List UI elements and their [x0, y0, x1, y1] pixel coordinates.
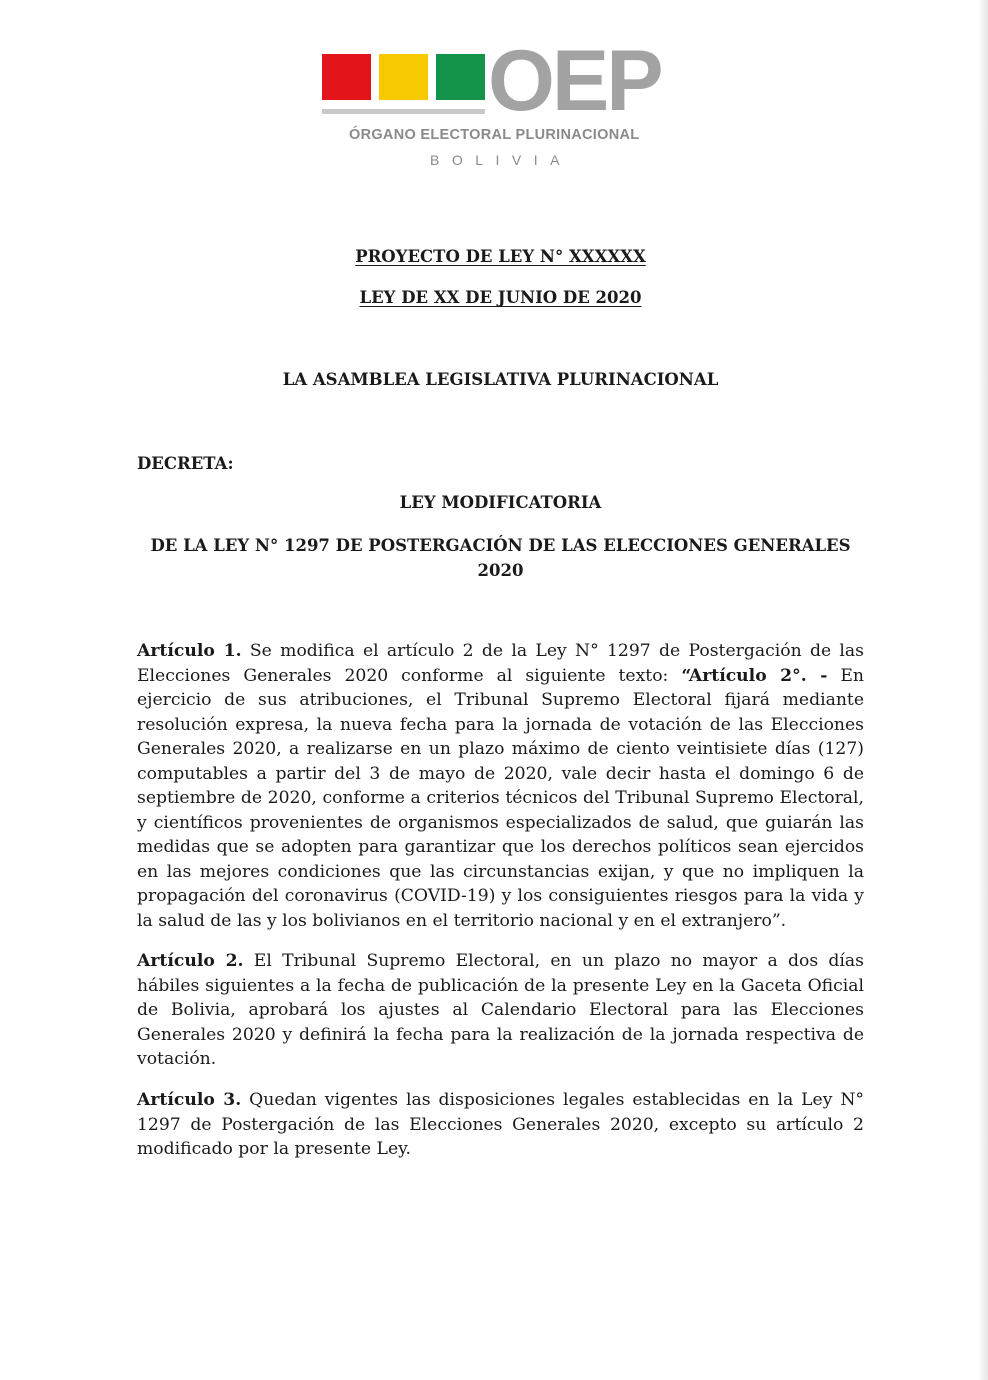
law-date-text: LEY DE XX DE JUNIO DE 2020: [359, 288, 642, 307]
article-1-text-after: En ejercicio de sus atribuciones, el Tribunal Supremo Electoral fijará mediante resolución expresa, la nueva fecha para la jornada de votación de las Elecciones Generales 2020, a realizarse en un plazo máximo de ciento veintisiete días (127) computables a partir del 3 de mayo de 2020, vale decir hasta el domingo 6 de septiembre de 2020, conforme a criterios técnicos del Tribunal Supremo Electoral, y científicos provenientes de organismos especializados de salud, que guiarán las medidas que se adopten para garantizar que los derechos políticos sean ejercidos en las mejores condiciones que las circunstancias exijan, y que no impliquen la propagación del coronavirus (COVID-19) y los consiguientes riesgos para la vida y la salud de las y los bolivianos en el territorio nacional y en el extranjero”.: [137, 665, 864, 931]
law-subtitle-line2: 2020: [477, 561, 524, 580]
law-name: LEY MODIFICATORIA: [399, 493, 602, 512]
article-1-text-before: Se modifica el artículo 2 de la Ley N° 1297 de Postergación de las Elecciones Generales 2020 conforme al siguiente texto:: [137, 641, 864, 686]
logo-country: BOLIVIA: [430, 152, 572, 168]
article-1: [137, 639, 864, 933]
article-3-text: Quedan vigentes las disposiciones legales establecidas en la Ley N° 1297 de Postergación de las Elecciones Generales 2020, excepto su artículo 2 modificado por la presente Ley.: [137, 1090, 864, 1159]
article-1-inline-bold: “Artículo 2°. -: [681, 665, 828, 686]
page-edge-shadow: [978, 0, 988, 1380]
logo-green-square: [436, 54, 485, 100]
decree-label: DECRETA:: [137, 454, 234, 473]
oep-logo: [320, 33, 680, 172]
law-subtitle-line1: DE LA LEY N° 1297 DE POSTERGACIÓN DE LAS ELECCIONES GENERALES: [150, 536, 851, 555]
assembly-heading: LA ASAMBLEA LEGISLATIVA PLURINACIONAL: [282, 370, 719, 389]
project-title: [137, 247, 864, 266]
logo-underline: [322, 109, 485, 114]
logo-red-square: [322, 54, 371, 100]
article-2-label: Artículo 2.: [137, 951, 244, 971]
article-2: [137, 949, 864, 1072]
project-title-text: PROYECTO DE LEY N° XXXXXX: [355, 247, 646, 266]
article-2-text: El Tribunal Supremo Electoral, en un plazo no mayor a dos días hábiles siguientes a la fecha de publicación de la presente Ley en la Gaceta Oficial de Bolivia, aprobará los ajustes al Calendario Electoral para las Elecciones Generales 2020 y definirá la fecha para la realización de la jornada respectiva de votación.: [137, 951, 864, 1069]
article-3-label: Artículo 3.: [137, 1090, 242, 1110]
law-date: [137, 288, 864, 307]
article-3: [137, 1088, 864, 1162]
law-subtitle: [137, 533, 864, 583]
logo-acronym: OEP: [488, 33, 661, 129]
article-1-label: Artículo 1.: [137, 641, 242, 661]
logo-organization: ÓRGANO ELECTORAL PLURINACIONAL: [349, 127, 640, 143]
logo-yellow-square: [379, 54, 428, 100]
